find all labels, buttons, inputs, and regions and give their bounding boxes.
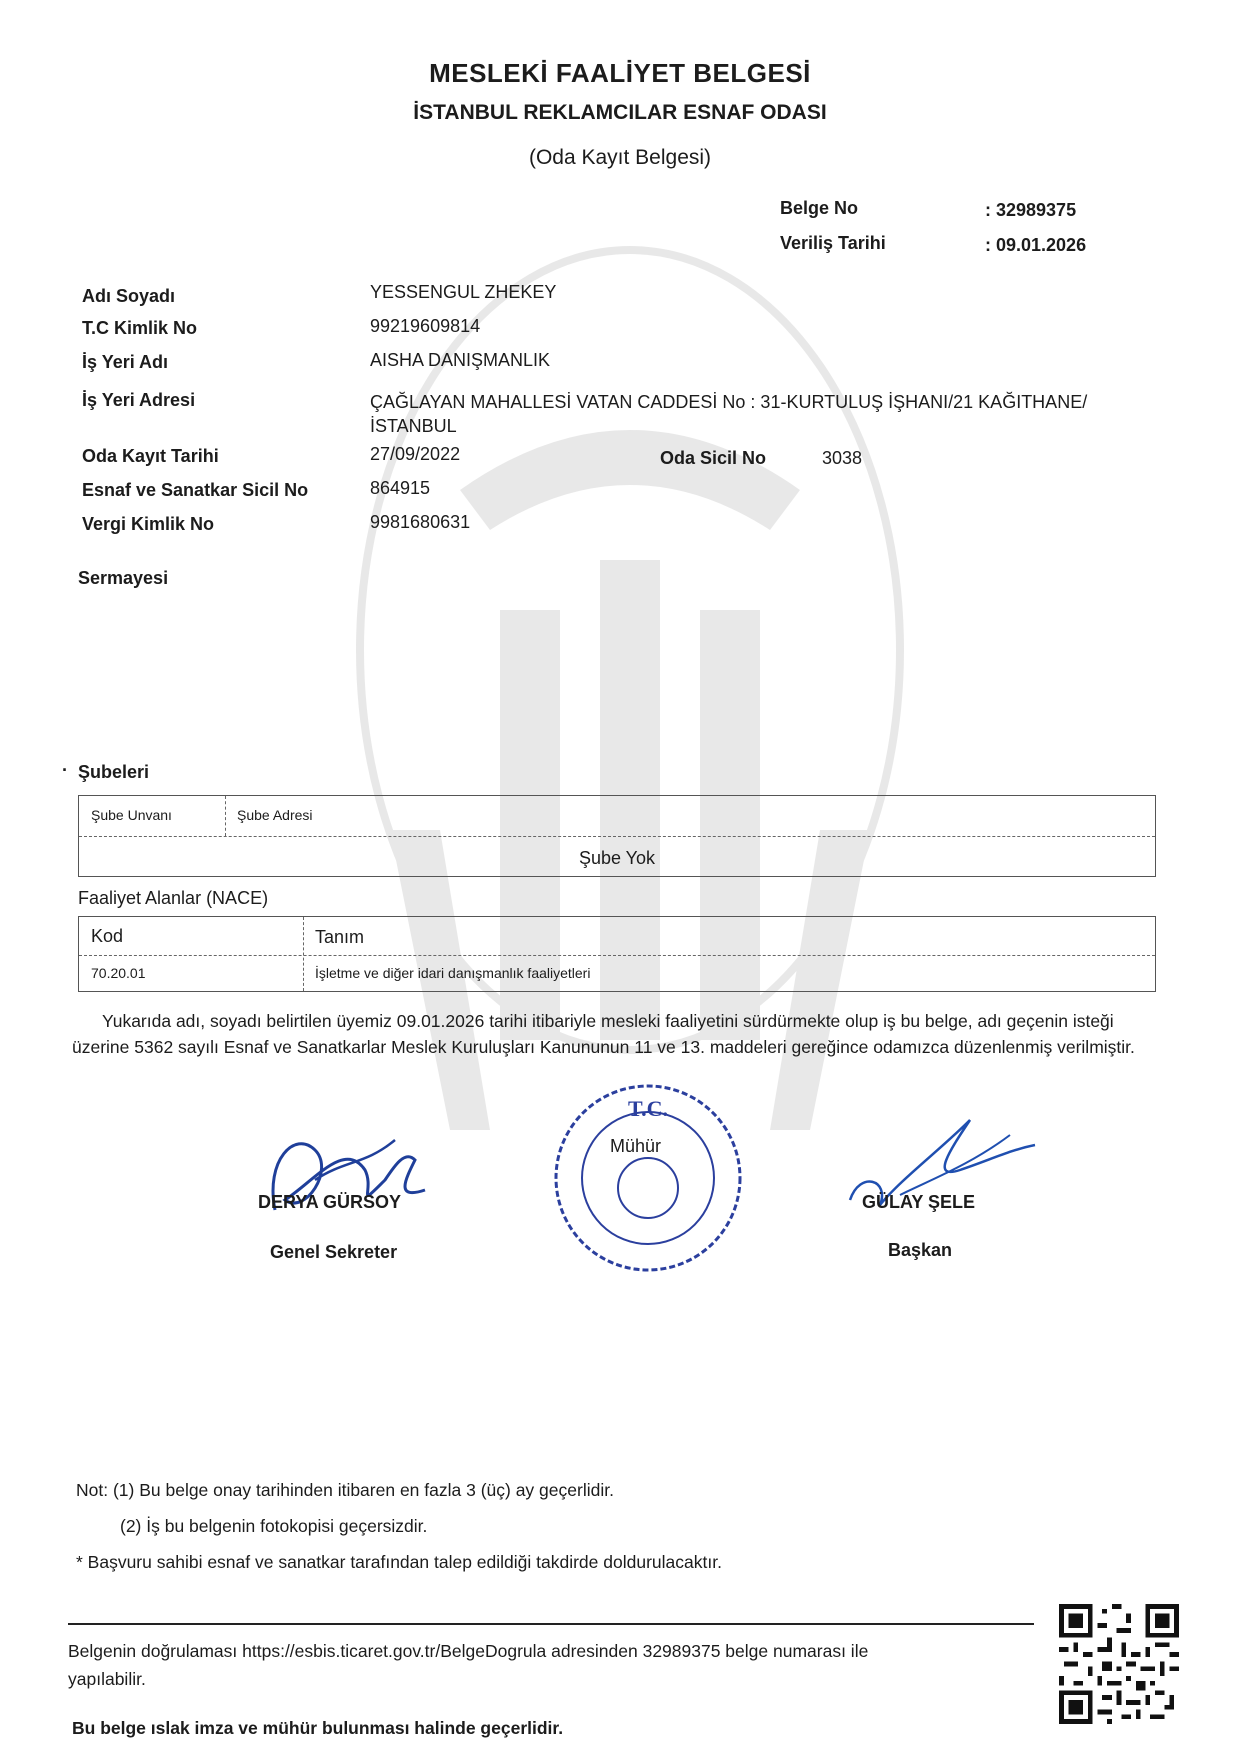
branches-title: Şubeleri <box>78 762 150 782</box>
field-value-tc-kimlik: 99219609814 <box>370 316 481 336</box>
document-subtitle: (Oda Kayıt Belgesi) <box>528 146 712 169</box>
belge-no-value: : 32989375 <box>985 200 1077 220</box>
field-value-is-yeri-adi: AISHA DANIŞMANLIK <box>370 350 551 370</box>
note-2: (2) İş bu belgenin fotokopisi geçersizdir. <box>120 1516 428 1536</box>
footer-divider <box>68 1623 1034 1625</box>
signatory-right-name: GÜLAY ŞELE <box>862 1192 976 1212</box>
field-value-is-yeri-adresi-line2: İSTANBUL <box>370 416 457 436</box>
activities-table <box>78 916 1156 992</box>
verilis-tarihi-value: : 09.01.2026 <box>985 235 1087 255</box>
field-value-is-yeri-adresi: ÇAĞLAYAN MAHALLESİ VATAN CADDESİ No : 31-KURTULUŞ İŞHANI/21 KAĞITHANE/ <box>370 392 1088 412</box>
branches-col-unvan: Şube Unvanı <box>91 807 172 823</box>
signatory-left-title: Genel Sekreter <box>270 1242 398 1262</box>
field-value-adi-soyadi: YESSENGUL ZHEKEY <box>370 282 557 302</box>
belge-no-label: Belge No <box>780 198 859 218</box>
field-label-adi-soyadi: Adı Soyadı <box>82 286 176 306</box>
field-label-is-yeri-adresi: İş Yeri Adresi <box>82 390 196 410</box>
wet-signature-note: Bu belge ıslak imza ve mühür bulunması halinde geçerlidir. <box>72 1718 564 1738</box>
field-label-vergi-kimlik: Vergi Kimlik No <box>82 514 215 534</box>
activities-col-kod: Kod <box>91 926 124 946</box>
official-seal <box>548 1078 748 1278</box>
seal-text: T.C. <box>628 1096 668 1121</box>
verify-line-2: yapılabilir. <box>68 1669 146 1689</box>
qr-code-icon[interactable] <box>1059 1604 1179 1724</box>
field-label-sermayesi: Sermayesi <box>78 568 169 588</box>
signatory-left-name: DERYA GÜRSOY <box>258 1192 402 1212</box>
watermark-emblem <box>330 230 930 1210</box>
branches-table <box>78 795 1156 877</box>
activities-col-tanim: Tanım <box>315 927 365 947</box>
statement-paragraph <box>72 1008 1172 1060</box>
activity-desc: İşletme ve diğer idari danışmanlık faaliyetleri <box>315 965 591 981</box>
signatory-right-title: Başkan <box>888 1240 953 1260</box>
activities-title: Faaliyet Alanlar (NACE) <box>78 888 269 908</box>
document-title: MESLEKİ FAALİYET BELGESİ <box>429 58 811 88</box>
activity-code: 70.20.01 <box>91 965 146 981</box>
signature-left <box>255 1120 455 1230</box>
field-label-esnaf-sicil: Esnaf ve Sanatkar Sicil No <box>82 480 309 500</box>
verify-line-1: Belgenin doğrulaması https://esbis.ticaret.gov.tr/BelgeDogrula adresinden 32989375 belge numarası ile <box>68 1641 869 1661</box>
oda-sicil-label: Oda Sicil No <box>660 448 767 468</box>
branches-bullet: · <box>62 760 68 780</box>
field-value-esnaf-sicil: 864915 <box>370 478 431 498</box>
chamber-name: İSTANBUL REKLAMCILAR ESNAF ODASI <box>413 101 827 124</box>
verilis-tarihi-label: Veriliş Tarihi <box>780 233 886 253</box>
oda-sicil-value: 3038 <box>822 448 863 468</box>
note-1: Not: (1) Bu belge onay tarihinden itibaren en fazla 3 (üç) ay geçerlidir. <box>76 1480 614 1500</box>
statement-text: Yukarıda adı, soyadı belirtilen üyemiz 09.01.2026 tarihi itibariyle mesleki faaliyetini sürdürmekte olup iş bu belge, adı geçenin isteği üzerine 5362 sayılı Esnaf ve Sanatkarlar Meslek Kuruluşları Kanununun 11 ve 13. maddeleri gereğince odamızca düzenlenmiş verilmiştir. <box>72 1011 1135 1057</box>
branches-empty: Şube Yok <box>578 848 656 868</box>
seal-label: Mühür <box>610 1136 662 1156</box>
field-label-is-yeri-adi: İş Yeri Adı <box>82 352 169 372</box>
field-value-oda-kayit-tarihi: 27/09/2022 <box>370 444 461 464</box>
branches-col-adres: Şube Adresi <box>237 807 313 823</box>
field-value-vergi-kimlik: 9981680631 <box>370 512 471 532</box>
field-label-oda-kayit-tarihi: Oda Kayıt Tarihi <box>82 446 219 466</box>
note-3: * Başvuru sahibi esnaf ve sanatkar tarafından talep edildiği takdirde doldurulacaktır. <box>76 1552 722 1572</box>
field-label-tc-kimlik: T.C Kimlik No <box>82 318 198 338</box>
